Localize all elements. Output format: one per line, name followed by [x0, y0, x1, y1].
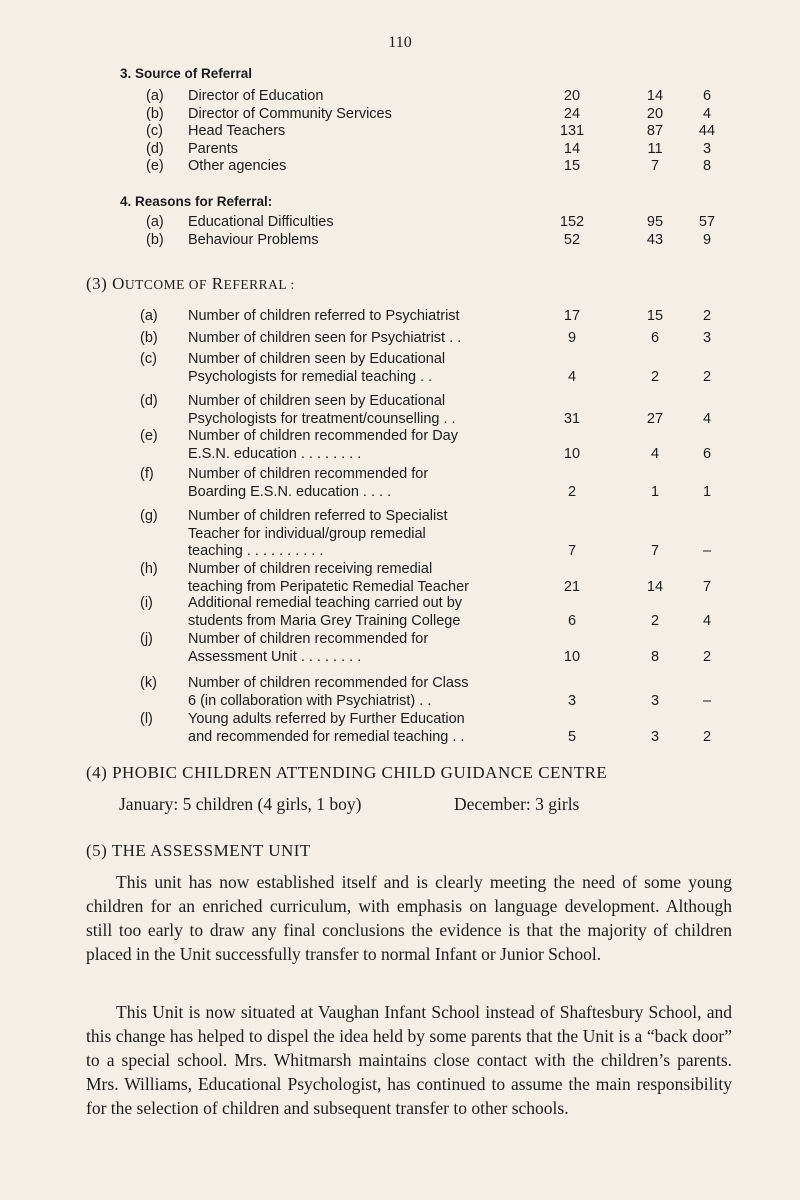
outcome-value: 10 — [563, 648, 581, 665]
source-value: 3 — [702, 140, 712, 157]
outcome-value: 27 — [646, 410, 664, 427]
outcome-description — [188, 508, 548, 561]
outcome-description-line: 6 (in collaboration with Psychiatrist) . . — [188, 692, 432, 709]
assessment-paragraph-2: This Unit is now situated at Vaughan Infant School instead of Shaftesbury School, and this change has helped to dispel the idea held by some parents that the Unit is a “back door” to a special school. Mrs. Whitmarsh maintains close contact with the children’s parents. Mrs. Williams, Educational Psychologist, has continued to assume the main responsibility for the selection of children and subsequent transfer to other schools. — [86, 1002, 732, 1118]
outcome-value: 2 — [702, 368, 712, 385]
outcome-letter: (g) — [140, 508, 158, 524]
outcome-value: – — [702, 543, 712, 559]
outcome-value: 4 — [567, 368, 577, 385]
outcome-description-line: Number of children recommended for — [188, 466, 429, 482]
outcome-description-line: Boarding E.S.N. education . . . . — [188, 483, 392, 500]
outcome-value: 1 — [702, 483, 712, 500]
source-value: 131 — [559, 123, 585, 139]
source-value: 7 — [650, 158, 660, 174]
section-heading-source: 3. Source of Referral — [120, 66, 253, 81]
assessment-paragraph-1: This unit has now established itself and is clearly meeting the need of some young children for an enriched curriculum, with emphasis on language development. Although still too early to draw any final conclusions the evidence is that the majority of children placed in the Unit successfully transfer to normal Infant or Junior School. — [86, 872, 732, 964]
source-label: Other agencies — [188, 158, 287, 174]
outcome-description-line: Number of children recommended for Day — [188, 428, 458, 444]
page-number: 110 — [388, 34, 412, 51]
outcome-letter: (d) — [140, 393, 158, 409]
source-value: 6 — [702, 88, 712, 104]
outcome-value: 3 — [650, 728, 660, 745]
reasons-label: Behaviour Problems — [188, 231, 319, 248]
outcome-value: 2 — [650, 368, 660, 385]
outcome-heading: (3) OUTCOME OF REFERRAL : — [86, 274, 295, 293]
outcome-description-line: Additional remedial teaching carried out by — [188, 595, 463, 611]
outcome-value: 7 — [567, 543, 577, 559]
outcome-description-line: Psychologists for treatment/counselling . . — [188, 410, 456, 427]
outcome-description-line: Number of children seen by Educational — [188, 351, 446, 367]
outcome-description — [188, 308, 548, 326]
outcome-letter: (c) — [140, 351, 157, 367]
reasons-value: 9 — [702, 231, 712, 248]
outcome-letter: (a) — [140, 308, 158, 324]
source-value: 14 — [646, 88, 664, 104]
source-letter: (d) — [146, 140, 164, 157]
outcome-value: 6 — [567, 612, 577, 629]
reasons-value: 57 — [698, 214, 716, 230]
outcome-value: 7 — [650, 543, 660, 559]
outcome-value: 3 — [650, 692, 660, 709]
outcome-value: 4 — [702, 410, 712, 427]
outcome-description-line: E.S.N. education . . . . . . . . — [188, 445, 362, 462]
outcome-value: 2 — [702, 308, 712, 324]
outcome-description — [188, 561, 548, 596]
outcome-description-line: Number of children referred to Psychiatrist — [188, 308, 460, 324]
reasons-value: 152 — [559, 214, 585, 230]
outcome-description-line: and recommended for remedial teaching . . — [188, 728, 465, 745]
outcome-description-line: Number of children recommended for Class — [188, 675, 469, 691]
outcome-value: 8 — [650, 648, 660, 665]
outcome-description — [188, 351, 548, 386]
outcome-description — [188, 631, 548, 666]
phobic-heading: (4) PHOBIC CHILDREN ATTENDING CHILD GUIDANCE CENTRE — [86, 763, 608, 782]
reasons-value: 52 — [563, 231, 581, 248]
outcome-value: 2 — [567, 483, 577, 500]
outcome-value: 2 — [702, 728, 712, 745]
outcome-value: 21 — [563, 578, 581, 595]
source-value: 14 — [563, 140, 581, 157]
outcome-letter: (f) — [140, 466, 154, 482]
reasons-label: Educational Difficulties — [188, 214, 334, 230]
outcome-description-line: Young adults referred by Further Education — [188, 711, 465, 727]
outcome-letter: (e) — [140, 428, 158, 444]
outcome-description-line: Number of children referred to Specialist — [188, 508, 448, 524]
source-value: 44 — [698, 123, 716, 139]
source-letter: (e) — [146, 158, 164, 174]
outcome-description — [188, 393, 548, 428]
assessment-heading: (5) THE ASSESSMENT UNIT — [86, 841, 311, 860]
outcome-value: 10 — [563, 445, 581, 462]
outcome-description-line: Number of children seen by Educational — [188, 393, 446, 409]
outcome-letter: (h) — [140, 561, 158, 577]
outcome-description — [188, 330, 548, 348]
outcome-value: 17 — [563, 308, 581, 324]
source-label: Director of Community Services — [188, 105, 392, 122]
source-letter: (b) — [146, 105, 164, 122]
outcome-letter: (i) — [140, 595, 153, 611]
source-label: Parents — [188, 140, 238, 157]
outcome-value: 2 — [650, 612, 660, 629]
reasons-letter: (b) — [146, 231, 164, 248]
source-value: 8 — [702, 158, 712, 174]
section-heading-reasons: 4. Reasons for Referral: — [120, 194, 273, 209]
outcome-description — [188, 466, 548, 501]
reasons-letter: (a) — [146, 214, 164, 230]
source-letter: (a) — [146, 88, 164, 104]
source-label: Director of Education — [188, 88, 324, 104]
outcome-value: 4 — [702, 612, 712, 629]
outcome-description-line: students from Maria Grey Training College — [188, 612, 461, 629]
outcome-description — [188, 595, 548, 630]
reasons-value: 95 — [646, 214, 664, 230]
outcome-letter: (l) — [140, 711, 153, 727]
outcome-description-line: Number of children seen for Psychiatrist . . — [188, 330, 462, 346]
outcome-value: 9 — [567, 330, 577, 346]
outcome-description-line: Psychologists for remedial teaching . . — [188, 368, 433, 385]
source-value: 24 — [563, 105, 581, 122]
outcome-value: 7 — [702, 578, 712, 595]
outcome-value: 2 — [702, 648, 712, 665]
outcome-value: 1 — [650, 483, 660, 500]
reasons-value: 43 — [646, 231, 664, 248]
source-value: 4 — [702, 105, 712, 122]
outcome-description — [188, 711, 548, 746]
outcome-value: 3 — [702, 330, 712, 346]
outcome-value: – — [702, 692, 712, 709]
outcome-description-line: Number of children recommended for — [188, 631, 429, 647]
phobic-december: December: 3 girls — [454, 794, 580, 814]
outcome-value: 6 — [650, 330, 660, 346]
outcome-value: 31 — [563, 410, 581, 427]
outcome-value: 3 — [567, 692, 577, 709]
source-value: 87 — [646, 123, 664, 139]
outcome-description-line: teaching from Peripatetic Remedial Teacher — [188, 578, 470, 595]
source-value: 20 — [646, 105, 664, 122]
outcome-letter: (b) — [140, 330, 158, 346]
outcome-description-line: Number of children receiving remedial — [188, 561, 433, 577]
outcome-description-line: teaching . . . . . . . . . . — [188, 543, 324, 559]
outcome-description — [188, 675, 548, 710]
source-letter: (c) — [146, 123, 163, 139]
source-value: 11 — [647, 140, 663, 157]
outcome-description — [188, 428, 548, 463]
source-label: Head Teachers — [188, 123, 286, 139]
outcome-letter: (k) — [140, 675, 157, 691]
source-value: 15 — [563, 158, 581, 174]
phobic-january: January: 5 children (4 girls, 1 boy) — [119, 794, 362, 814]
outcome-value: 5 — [567, 728, 577, 745]
outcome-description-line: Teacher for individual/group remedial — [188, 525, 426, 542]
outcome-description-line: Assessment Unit . . . . . . . . — [188, 648, 362, 665]
outcome-letter: (j) — [140, 631, 153, 647]
outcome-value: 15 — [646, 308, 664, 324]
outcome-value: 6 — [702, 445, 712, 462]
source-value: 20 — [563, 88, 581, 104]
outcome-value: 14 — [646, 578, 664, 595]
outcome-value: 4 — [650, 445, 660, 462]
